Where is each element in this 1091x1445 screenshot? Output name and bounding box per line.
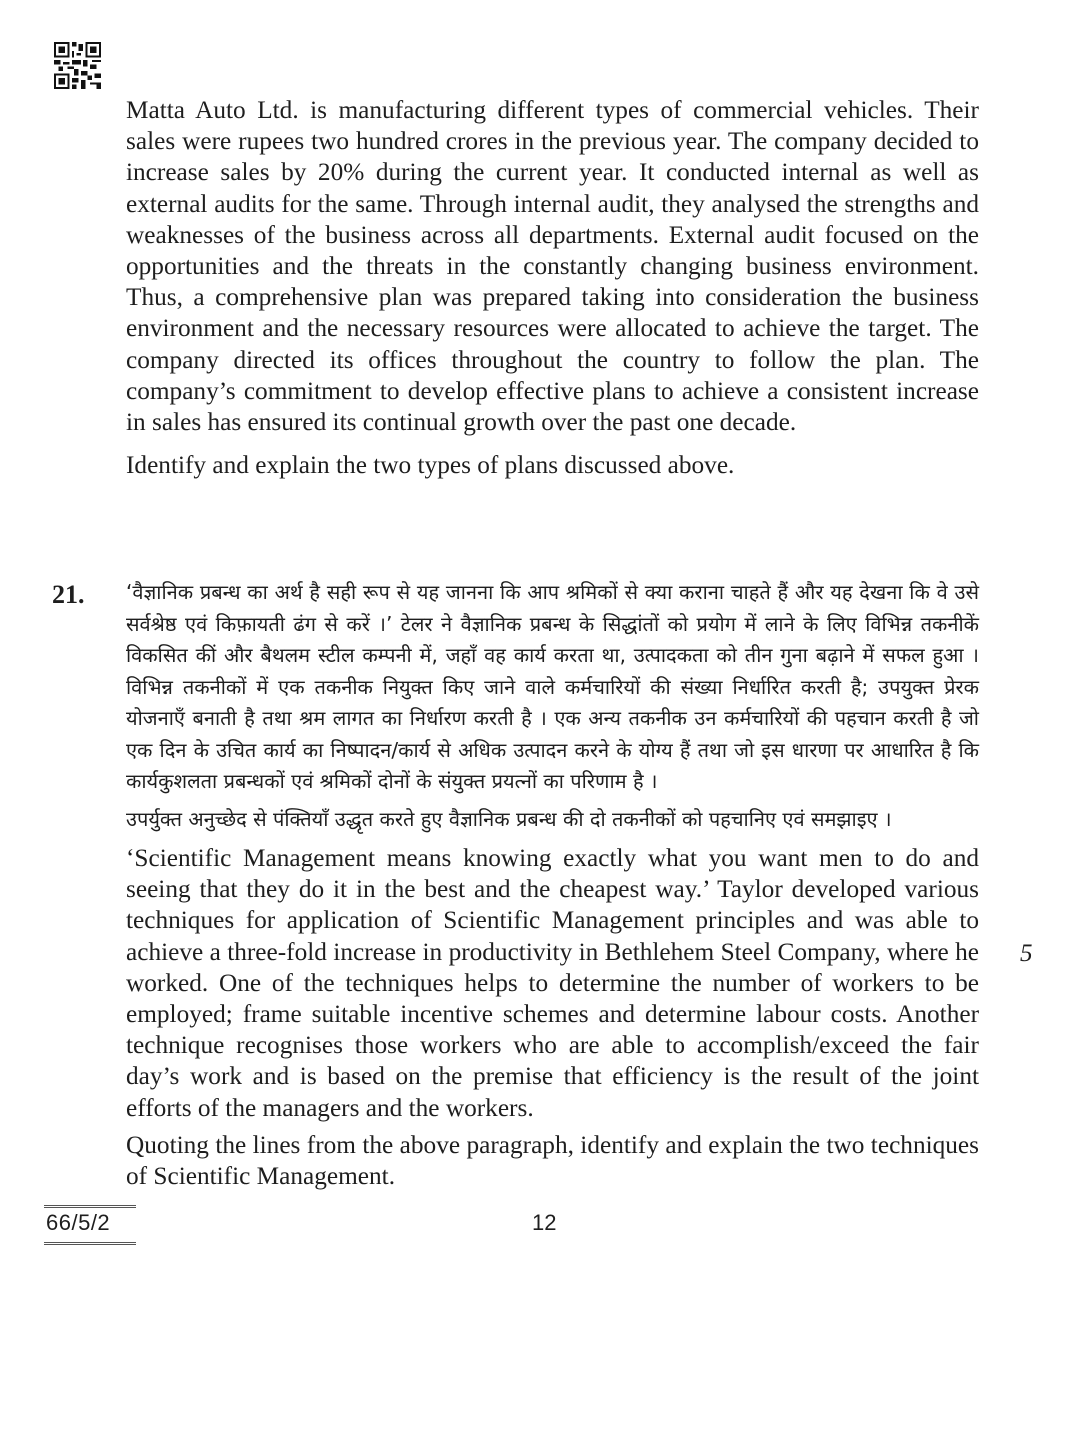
q20-question: Identify and explain the two types of plans discussed above. xyxy=(126,451,735,480)
q21-hindi-passage: ‘वैज्ञानिक प्रबन्ध का अर्थ है सही रूप से यह जानना कि आप श्रमिकों से क्या कराना चाहते हैं और यह देखना कि वे उसे सर्वश्रेष्ठ एवं किफ़ायती ढंग से करें ।’ टेलर ने वैज्ञानिक प्रबन्ध के सिद्धांतों को प्रयोग में लाने के लिए विभिन्न तकनीकें विकसित कीं और बैथलम स्टील कम्पनी में, जहाँ वह कार्य करता था, उत्पादकता को तीन गुना बढ़ाने में सफल हुआ । विभिन्न तकनीकों में एक तकनीक नियुक्त किए जाने वाले कर्मचारियों की संख्या निर्धारित करती है; उपयुक्त प्रेरक योजनाएँ बनाती है तथा श्रम लागत का निर्धारण करती है । एक अन्य तकनीक उन कर्मचारियों की पहचान करती है जो एक दिन के उचित कार्य का निष्पादन/कार्य से अधिक उत्पादन करने के योग्य हैं तथा जो इस धारणा पर आधारित है कि कार्यकुशलता प्रबन्धकों एवं श्रमिकों दोनों के संयुक्त प्रयत्नों का परिणाम है । xyxy=(126,580,979,793)
q21-hindi-question: उपर्युक्त अनुच्छेद से पंक्तियाँ उद्धृत करते हुए वैज्ञानिक प्रबन्ध की दो तकनीकों को पहचानिए एवं समझाइए । xyxy=(126,806,892,831)
question-20-block xyxy=(126,95,979,481)
paper-code: 66/5/2 xyxy=(46,1210,111,1235)
question-number-21: 21. xyxy=(52,580,85,609)
qr-code-icon xyxy=(54,42,101,89)
page-number: 12 xyxy=(532,1210,557,1235)
q20-passage: Matta Auto Ltd. is manufacturing different types of commercial vehicles. Their sales were rupees two hundred crores in the previous year. The company decided to increase sales by 20% during the current year. It conducted internal as well as external audits for the same. Through internal audit, they analysed the strengths and weaknesses of the business across all departments. External audit focused on the opportunities and the threats in the constantly changing business environment. Thus, a comprehensive plan was prepared taking into consideration the business environment and the necessary resources were allocated to achieve the target. The company directed its offices throughout the country to follow the plan. The company’s commitment to develop effective plans to achieve a consistent increase in sales has ensured its continual growth over the past one decade. xyxy=(126,96,979,437)
q21-english-question: Quoting the lines from the above paragraph, identify and explain the two techniques of Scientific Management. xyxy=(126,1130,979,1191)
question-21-block xyxy=(126,577,979,1192)
q21-marks: 5 xyxy=(1020,940,1033,967)
q21-english-passage: ‘Scientific Management means knowing exactly what you want men to do and seeing that they do it in the best and the cheapest way.’ Taylor developed various techniques for application of Scientific Management principles and was able to achieve a three-fold increase in productivity in Bethlehem Steel Company, where he worked. One of the techniques helps to determine the number of workers to be employed; frame suitable incentive schemes and determine labour costs. Another technique recognises those workers who are able to accomplish/exceed the fair day’s work and is based on the premise that efficiency is the result of the joint efforts of the managers and the workers. xyxy=(126,844,979,1122)
